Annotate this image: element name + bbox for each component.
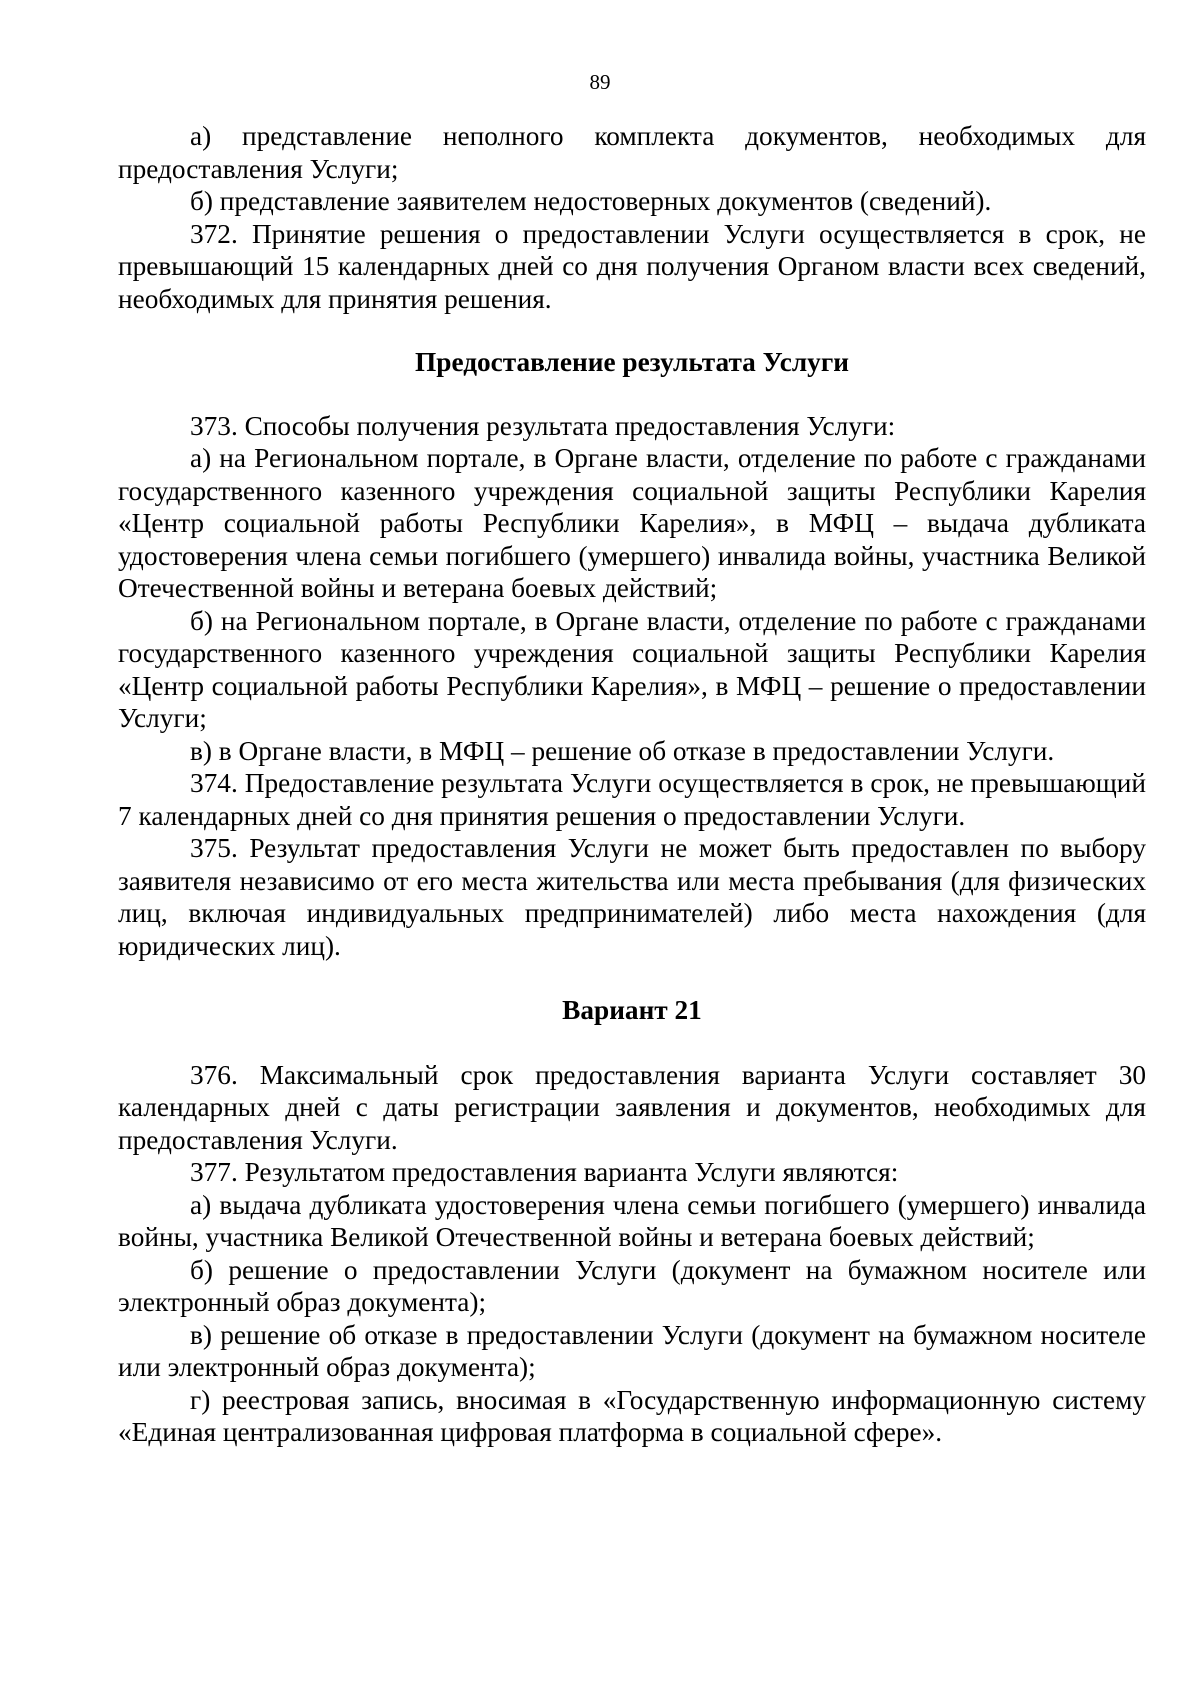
- section-heading-variant: Вариант 21: [562, 995, 702, 1025]
- list-item-b-decision-grant: б) решение о предоставлении Услуги (документ на бумажном носителе или электронный образ документа);: [118, 1254, 1146, 1317]
- list-item-c-decision-refusal: в) решение об отказе в предоставлении Услуги (документ на бумажном носителе или электронный образ документа);: [118, 1319, 1146, 1382]
- list-item-a-duplicate: а) выдача дубликата удостоверения члена семьи погибшего (умершего) инвалида войны, участника Великой Отечественной войны и ветерана боевых действий;: [118, 1189, 1146, 1252]
- list-item-b-decision-grant: б) на Региональном портале, в Органе власти, отделение по работе с гражданами государственного казенного учреждения социальной защиты Республики Карелия «Центр социальной работы Республики Карелия», в МФЦ – решение о предоставлении Услуги;: [118, 605, 1146, 733]
- clause-374: 374. Предоставление результата Услуги осуществляется в срок, не превышающий 7 календарных дней со дня принятия решения о предоставлении Услуги.: [118, 768, 1146, 831]
- clause-376: 376. Максимальный срок предоставления варианта Услуги составляет 30 календарных дней с даты регистрации заявления и документов, необходимых для предоставления Услуги.: [118, 1059, 1146, 1155]
- clause-375: 375. Результат предоставления Услуги не может быть предоставлен по выбору заявителя независимо от его места жительства или места пребывания (для физических лиц, включая индивидуальных предпринимателей) либо места нахождения (для юридических лиц).: [118, 833, 1146, 961]
- list-item-d-registry-record: г) реестровая запись, вносимая в «Государственную информационную систему «Единая централизованная цифровая платформа в социальной сфере».: [118, 1384, 1146, 1447]
- clause-372: 372. Принятие решения о предоставлении Услуги осуществляется в срок, не превышающий 15 календарных дней со дня получения Органом власти всех сведений, необходимых для принятия решения.: [118, 218, 1146, 314]
- page-number: 89: [589, 70, 611, 94]
- clause-373: 373. Способы получения результата предоставления Услуги:: [190, 410, 896, 441]
- list-item-b-unreliable-documents: б) представление заявителем недостоверных документов (сведений).: [190, 186, 992, 216]
- list-item-a-duplicate-issue: а) на Региональном портале, в Органе власти, отделение по работе с гражданами государственного казенного учреждения социальной защиты Республики Карелия «Центр социальной работы Республики Карелия», в МФЦ – выдача дубликата удостоверения члена семьи погибшего (умершего) инвалида войны, участника Великой Отечественной войны и ветерана боевых действий;: [118, 443, 1146, 603]
- list-item-a-incomplete-documents: а) представление неполного комплекта документов, необходимых для предоставления Услуги;: [118, 121, 1146, 184]
- section-heading-result: Предоставление результата Услуги: [415, 347, 849, 377]
- list-item-c-decision-refusal: в) в Органе власти, в МФЦ – решение об отказе в предоставлении Услуги.: [190, 735, 1055, 766]
- clause-377: 377. Результатом предоставления варианта Услуги являются:: [190, 1157, 899, 1187]
- document-body: [118, 120, 1146, 1449]
